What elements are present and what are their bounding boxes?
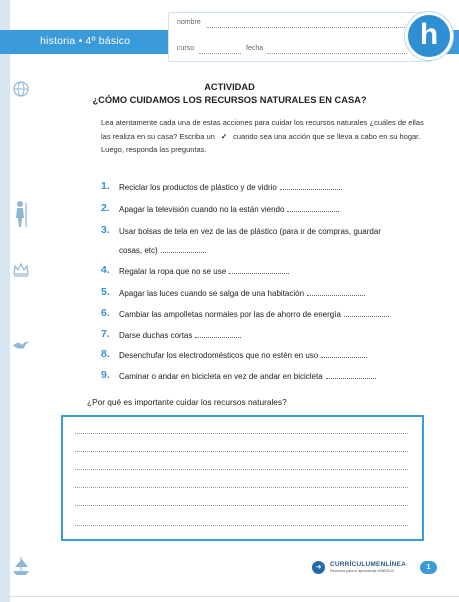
date-label: fecha (246, 45, 264, 52)
answer-box[interactable] (61, 415, 424, 541)
answer-line[interactable] (75, 433, 408, 434)
name-label: nombre (177, 19, 201, 26)
item-number: 1. (101, 180, 110, 192)
explorer-figure-icon (11, 200, 31, 230)
history-logo: h (405, 12, 453, 60)
list-item (103, 329, 423, 343)
answer-blank[interactable] (307, 288, 365, 296)
answer-blank[interactable] (287, 204, 339, 212)
question-text: ¿Por qué es importante cuidar los recursos naturales? (87, 397, 287, 407)
answer-line[interactable] (75, 505, 408, 506)
list-item (103, 349, 423, 363)
item-number: 3. (101, 224, 110, 236)
arrow-right-icon: ➜ (312, 561, 325, 574)
item-number: 8. (101, 348, 110, 360)
item-number: 7. (101, 328, 110, 340)
answer-line[interactable] (75, 469, 408, 470)
list-item (103, 203, 423, 217)
checkmark-icon: ✓ (220, 131, 228, 141)
footer-brand: CURRÍCULUMENLÍNEA (330, 561, 406, 568)
item-text: Desenchufar los electrodomésticos que no estén en uso (119, 351, 319, 360)
list-item (103, 225, 423, 257)
list-item (103, 265, 423, 279)
subject-grade-title: historia • 4º básico (40, 35, 131, 47)
intro-text (101, 116, 431, 157)
item-text: Usar bolsas de tela en vez de las de plástico (para ir de compras, guardar (119, 227, 381, 236)
item-text: Darse duchas cortas (119, 331, 193, 340)
answer-line[interactable] (75, 487, 408, 488)
list-item (103, 181, 423, 195)
answer-line[interactable] (75, 451, 408, 452)
answer-blank[interactable] (229, 266, 289, 274)
item-text: Caminar o andar en bicicleta en vez de andar en bicicleta (119, 372, 323, 381)
item-number: 6. (101, 307, 110, 319)
item-text: Apagar la televisión cuando no la están viendo (119, 205, 285, 214)
activity-subtitle: ¿CÓMO CUIDAMOS LOS RECURSOS NATURALES EN CASA? (92, 95, 367, 105)
bird-icon (11, 338, 31, 358)
answer-blank[interactable] (195, 330, 241, 338)
intro-line-2b: cuando sea una acción que se lleva a cabo en su hogar. (233, 131, 421, 141)
intro-line-1: Lea atentamente cada una de estas acciones para cuidar los recursos naturales ¿cuáles de ellas (101, 118, 424, 127)
intro-line-2a: las realiza en su casa? Escriba un (101, 131, 215, 141)
page-number: 1 (420, 561, 437, 574)
item-text-continued: cosas, etc) (119, 245, 158, 255)
bottom-divider (0, 596, 459, 597)
item-number: 9. (101, 369, 110, 381)
item-text: Cambiar las ampolletas normales por las de ahorro de energía (119, 310, 341, 319)
intro-line-2 (101, 130, 431, 144)
item-text: Regalar la ropa que no se use (119, 267, 227, 276)
answer-blank[interactable] (326, 371, 376, 379)
list-item (103, 370, 423, 384)
item-number: 5. (101, 286, 110, 298)
item-text: Reciclar los productos de plástico y de vidrio (119, 183, 277, 192)
ship-icon (11, 555, 31, 579)
course-field[interactable] (199, 53, 241, 54)
item-text: Apagar las luces cuando se salga de una habitación (119, 289, 305, 298)
answer-blank[interactable] (321, 350, 367, 358)
intro-line-3: Luego, responda las preguntas. (101, 145, 207, 154)
activity-title: ACTIVIDAD (204, 82, 255, 92)
list-item (103, 287, 423, 301)
answer-line[interactable] (75, 525, 408, 526)
course-label: curso (177, 45, 195, 52)
item-number: 4. (101, 264, 110, 276)
curriculum-logo (312, 560, 412, 576)
item-number: 2. (101, 202, 110, 214)
name-field[interactable] (207, 27, 407, 28)
answer-blank[interactable] (344, 309, 389, 317)
answer-blank[interactable] (161, 245, 206, 253)
footer-subtitle: Recursos para el aprendizaje MINEDUC (330, 569, 395, 573)
answer-blank[interactable] (280, 182, 342, 190)
date-field[interactable] (267, 53, 407, 54)
list-item (103, 308, 423, 322)
student-info-form (168, 12, 432, 62)
crown-icon (11, 262, 31, 282)
